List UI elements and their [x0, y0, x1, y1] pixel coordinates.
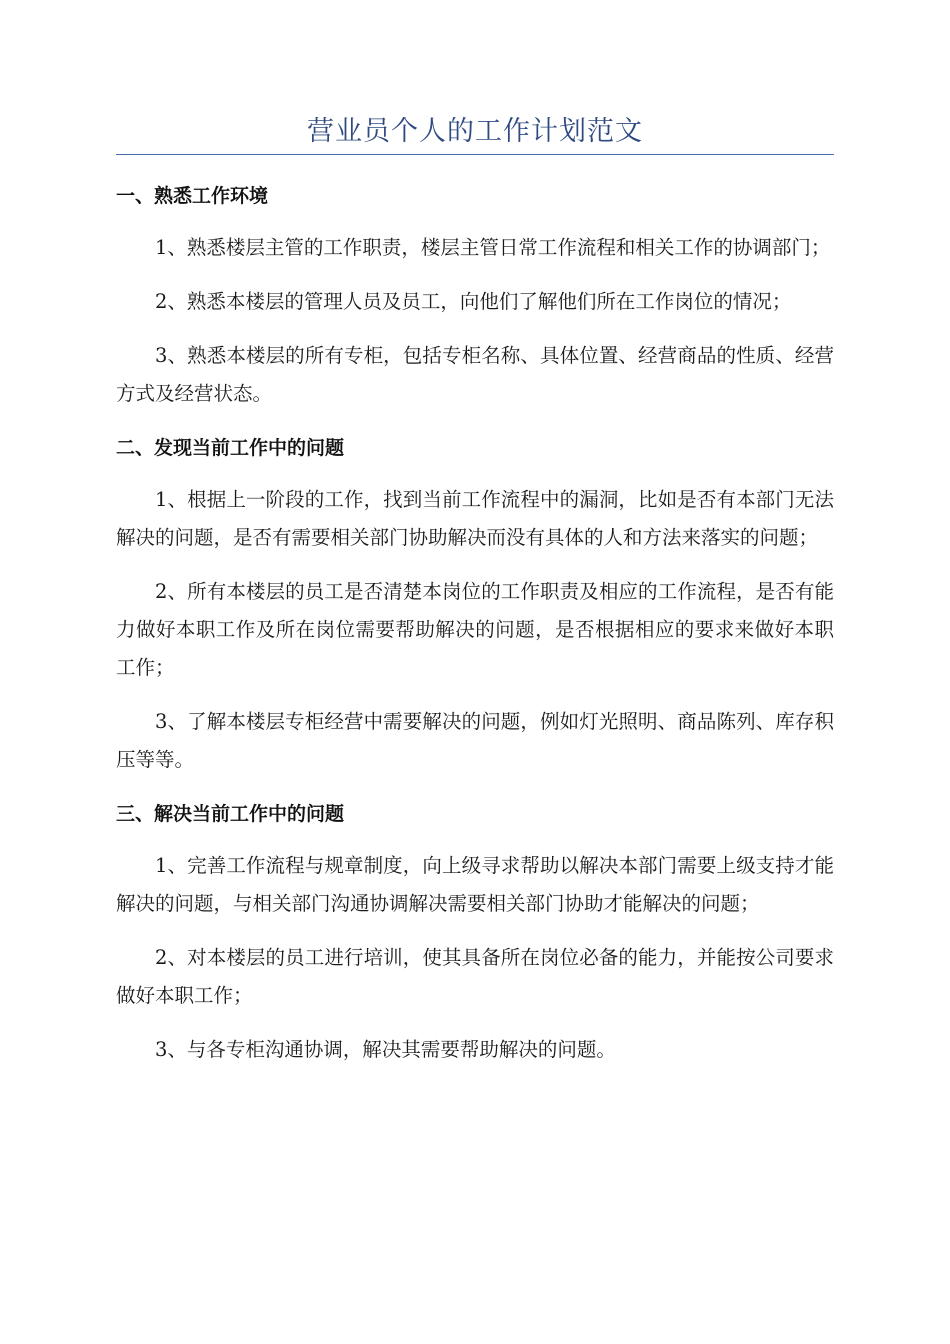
paragraph: 1、根据上一阶段的工作，找到当前工作流程中的漏洞，比如是否有本部门无法解决的问题，是否有需要相关部门协助解决而没有具体的人和方法来落实的问题；: [116, 488, 834, 549]
paragraph: 1、完善工作流程与规章制度，向上级寻求帮助以解决本部门需要上级支持才能解决的问题，与相关部门沟通协调解决需要相关部门协助才能解决的问题；: [116, 854, 834, 915]
section-heading: 二、发现当前工作中的问题: [116, 437, 345, 459]
paragraph: 2、熟悉本楼层的管理人员及员工，向他们了解他们所在工作岗位的情况；: [155, 290, 792, 313]
document-title: 营业员个人的工作计划范文: [307, 116, 643, 147]
paragraph: 2、对本楼层的员工进行培训，使其具备所在岗位必备的能力，并能按公司要求做好本职工作；: [116, 946, 834, 1007]
section-2: [116, 429, 834, 779]
paragraph: 3、与各专柜沟通协调，解决其需要帮助解决的问题。: [155, 1038, 616, 1061]
paragraph: 1、熟悉楼层主管的工作职责，楼层主管日常工作流程和相关工作的协调部门；: [155, 236, 831, 259]
title-underline: [116, 154, 834, 155]
section-heading: 一、熟悉工作环境: [116, 185, 269, 207]
section-1: [116, 177, 834, 413]
section-3: [116, 795, 834, 1069]
paragraph: 3、了解本楼层专柜经营中需要解决的问题，例如灯光照明、商品陈列、库存积压等等。: [116, 710, 834, 771]
document-page: [116, 112, 834, 1069]
paragraph: 2、所有本楼层的员工是否清楚本岗位的工作职责及相应的工作流程，是否有能力做好本职工作及所在岗位需要帮助解决的问题，是否根据相应的要求来做好本职工作；: [116, 580, 834, 679]
paragraph: 3、熟悉本楼层的所有专柜，包括专柜名称、具体位置、经营商品的性质、经营方式及经营状态。: [116, 344, 834, 405]
section-heading: 三、解决当前工作中的问题: [116, 803, 345, 825]
